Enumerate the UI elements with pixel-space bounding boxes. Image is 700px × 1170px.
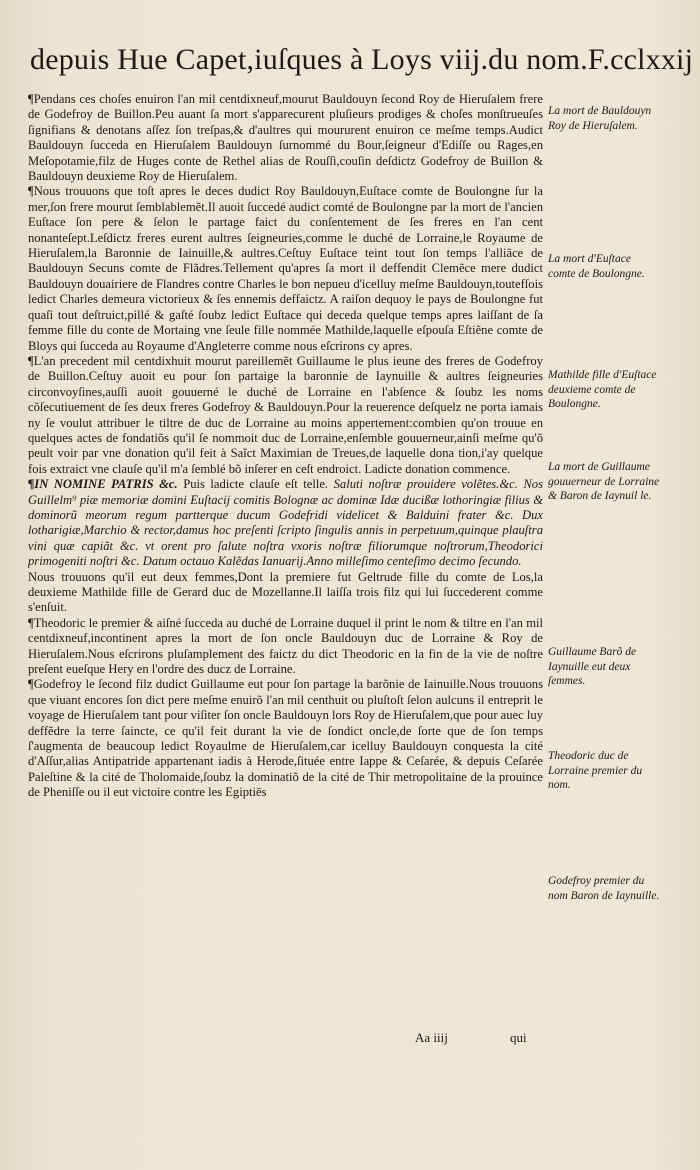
- margin-note-guillaume: La mort de Guillaume gouuerneur de Lorraine & Baron de Iaynuil le.: [548, 461, 660, 502]
- main-text-column: [28, 92, 543, 801]
- paragraph-eustace-death: ¶Nous trouuons que toſt apres le deces dudict Roy Bauldouyn,Euſtace comte de Boulongne ſur la mer,ſon frere mourut ſemblablemẽt.Il auoit ſuccedé audict comté de Boulongne par la mort de l'ancien Euſtace ſon pere & ſelon le partage faict du conſentement de ſes freres en l'an cent nonanteſept.Leſdictz freres eurent aultres ſeigneuries,comme le duché de Lorraine,le Royaume de Hieruſalem,la Baronnie de Iainuille,& aultres.Ceſtuy Euſtace teint tout ſon temps l'alliãce de Bauldouyn Secuns comte de Flãdres.Tellement qu'apres ſa mort il deffendit Clemẽce mere dudict Bauldouyn douairiere de Flandres contre Charles le bon nepueu d'icelluy meſme Bauldouyn,toutefſois ledict Charles demeura victorieux & ſes ennemis deffaictz. A raiſon dequoy le pays de Boulongne fut quaſi tout deſtruict,pillé & gaſté ſoubz ledict Euſtace qui deceda quelque temps apres laiſſant de ſa femme fille du conte de Mortaing vne ſeule fille nommée Mathilde,laquelle eſpouſa Eſtiẽne comte de Bloys qui ſucceda au Royaume d'Angleterre comme nous eſcrirons cy apres.: [28, 184, 543, 353]
- paragraph-guillaume-death: ¶L'an precedent mil centdixhuit mourut pareillemẽt Guillaume le plus ieune des freres de Godefroy de Buillon.Ceſtuy auoit eu pour ſon partaige la baronnie de Iaynuille & aultres ſeigneuries circonvoyſines,auſſi auoit gouuerné le duché de Lorraine en l'abſence & ſoubz les noms cõſecutiuement de ſes deux freres Godefroy & Bauldouyn.Pour la reuerence deſquelz ne porta iamais ny ſe voulut attribuer le tiltre de duc de Lorraine au moins appertement:combien qu'on trouue en quelques actes de fondatiõs qu'il ſe nommoit duc de Lorraine,enſemble gouuerneur,ainſi meſme qu'õ peult voir par vne donation qu'il feit à Saĩct Maximian de Treues,de laquelle dona tion,i'ay quelque fois extraict vne clauſe qu'il m'a ſemblé bõ inſerer en ceſt endroict. Ladicte donation commence.: [28, 353, 543, 476]
- running-title: depuis Hue Capet,iuſques à Loys viij.du nom.F.cclxxij: [30, 43, 694, 76]
- latin-charter: [28, 477, 543, 569]
- catchword: qui: [510, 1030, 527, 1045]
- paragraph-bauldouyn-death: ¶Pendans ces choſes enuiron l'an mil centdixneuf,mourut Bauldouyn ſecond Roy de Hieruſalem frere de Godefroy de Buillon.Peu auant ſa mort s'apparecurent pluſieurs prodiges & choſes monſtrueuſes ſignifians & denotans aſſez ſon treſpas,& d'aultres qui moururent enuiron ce meſme temps.Audict Bauldouyn ſucceda en Hieruſalem Bauldouyn ſurnommé du Bour,ſeigneur d'Ediſſe ou Rages,en Meſopotamie,filz de Huges conte de Rethel alias de Rouſſi,couſin deſdictz Godefroy de Buillon & Bauldouyn deuxieme Roy de Hieruſalem.: [28, 92, 543, 184]
- latin-invocation: ¶IN NOMINE PATRIS &c.: [28, 477, 178, 492]
- margin-note-eustace: La mort d'Euſtace comte de Boulongne.: [548, 253, 645, 280]
- margin-note-theodoric: Theodoric duc de Lorraine premier du nom.: [548, 750, 643, 791]
- margin-note-two-wives: Guillaume Barõ de Iaynuille eut deux ſemmes.: [548, 646, 637, 687]
- paragraph-godefroy: ¶Godefroy le ſecond filz dudict Guillaume eut pour ſon partage la barõnie de Iainuille.Nous trouuons que viuant encores ſon dict pere meſme enuirõ l'an mil centhuit ou pluſtoſt ſelon aulcuns il entreprit le voyage de Hieruſalem tant pour viſiter ſon oncle Bauldouyn lors Roy de Hieruſalem,que pour auec luy deffẽdre la terre ſaincte, ce qu'il feit durant la vie de ſondict oncle,de ſorte que de ſon temps ſ'augmenta de beaucoup ledict Royaulme de Hieruſalem,car icelluy Bauldouyn conquesta la cité d'Aſſur,alias Antipatride appartenant iadis à Herode,ſituée entre Iappe & Ceſarée, & depuis Ceſarée Paleſtine & la cité de Tholomaide,ſoubz la dominatiõ de la cité de Thir metropolitaine de la prouince de Pheniſſe ou il eut victoire contre les Egiptiēs: [28, 677, 543, 800]
- signature-mark: Aa iiij: [415, 1030, 448, 1045]
- paragraph-two-wives: Nous trouuons qu'il eut deux femmes,Dont la premiere fut Geltrude fille du comte de Los,la deuxieme Mathilde fille de Gerard duc de Mozellanne.Il laiſſa trois filz qui lui ſuccederent comme s'enſuit.: [28, 569, 543, 615]
- latin-text: Saluti noſtræ prouidere volẽtes.&c. Nos Guillelm⁹ piæ memoriæ domini Euſtacij comitis Bolognæ ac dominæ Idæ ducißæ lothoringiæ filius & dominorũ meorum regum partterque ducum Godefridi videlicet & Balduini frater &c. Dux lotharigiæ,Marchio & rector,damus hoc preſenti ſcripto ſingulis annis in perpetuum,quinque plauſtra vini quæ capiãt &c. vt orent pro ſalute noſtra vxoris noſtræ filiorumque noſtrorum,Theodorici primogeniti noſtri &c. Datum octauo Kalẽdas Ianuarij.Anno milleſimo centeſimo decimo ſecundo.: [28, 477, 543, 569]
- margin-note-mathilde: Mathilde fille d'Euſtace deuxieme comte de Boulongne.: [548, 369, 657, 410]
- paragraph-theodoric: ¶Theodoric le premier & aiſné ſucceda au duché de Lorraine duquel il print le nom & tiltre en l'an mil centdixneuf,incontinent apres la mort de ſon oncle Bauldouyn duc de Lorraine & Roy de Hieruſalem.Nous eſcrirons pluſamplement des faictz du dict Theodoric en la fin de la vie de noſtre preſent eueſque Hery en l'ordre des ducz de Lorraine.: [28, 615, 543, 677]
- latin-intro: Puis ladicte clauſe eſt telle.: [183, 477, 329, 492]
- margin-note-bauldouyn: La mort de Bauldouyn Roy de Hieruſalem.: [548, 105, 652, 132]
- margin-note-godefroy: Godefroy premier du nom Baron de Iaynuille.: [548, 875, 660, 902]
